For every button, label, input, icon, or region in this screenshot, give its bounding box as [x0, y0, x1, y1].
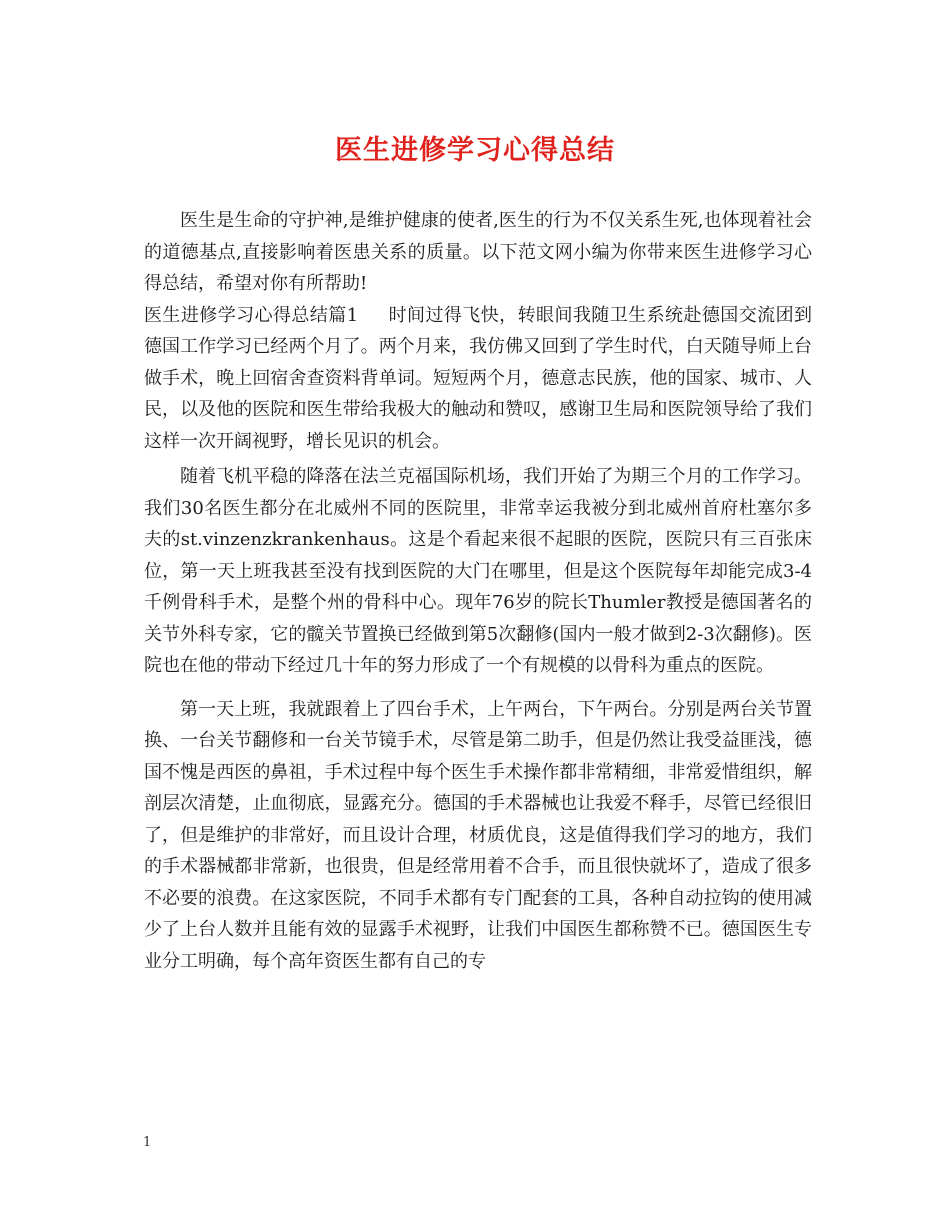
page-number: 1: [143, 1135, 152, 1150]
section-paragraph-3: 第一天上班，我就跟着上了四台手术，上午两台，下午两台。分别是两台关节置换、一台关节翻修和一台关节镜手术，尽管是第二助手，但是仍然让我受益匪浅，德国不愧是西医的鼻祖，手术过程中每个医生手术操作都非常精细，非常爱惜组织，解剖层次清楚，止血彻底，显露充分。德国的手术器械也让我爱不释手，尽管已经很旧了，但是维护的非常好，而且设计合理，材质优良，这是值得我们学习的地方，我们的手术器械都非常新，也很贵，但是经常用着不合手，而且很快就坏了，造成了很多不必要的浪费。在这家医院，不同手术都有专门配套的工具，各种自动拉钩的使用减少了上台人数并且能有效的显露手术视野，让我们中国医生都称赞不已。德国医生专业分工明确，每个高年资医生都有自己的专: [144, 698, 812, 972]
section-paragraph-1-text: 时间过得飞快，转眼间我随卫生系统赴德国交流团到德国工作学习已经两个月了。两个月来，我仿佛又回到了学生时代，白天随导师上台做手术，晚上回宿舍查资料背单词。短短两个月，德意志民族，他的国家、城市、人民，以及他的医院和医生带给我极大的触动和赞叹，感谢卫生局和医院领导给了我们这样一次开阔视野，增长见识的机会。: [144, 304, 813, 452]
section-paragraph-2: 随着飞机平稳的降落在法兰克福国际机场，我们开始了为期三个月的工作学习。我们30名医生都分在北威州不同的医院里，非常幸运我被分到北威州首府杜塞尔多夫的st.vinzenzkrankenhaus。这是个看起来很不起眼的医院，医院只有三百张床位，第一天上班我甚至没有找到医院的大门在哪里，但是这个医院每年却能完成3-4千例骨科手术，是整个州的骨科中心。现年76岁的院长Thumler教授是德国著名的关节外科专家，它的髋关节置换已经做到第5次翻修(国内一般才做到2-3次翻修)。医院也在他的带动下经过几十年的努力形成了一个有规模的以骨科为重点的医院。: [144, 466, 812, 676]
section-heading: 医生进修学习心得总结篇1: [144, 304, 359, 326]
intro-paragraph: 医生是生命的守护神,是维护健康的使者,医生的行为不仅关系生死,也体现着社会的道德基点,直接影响着医患关系的质量。以下范文网小编为你带来医生进修学习心得总结，希望对你有所帮助!: [144, 210, 812, 294]
document-body: [144, 205, 812, 977]
section-paragraph-1: [144, 300, 812, 458]
document-title: 医生进修学习心得总结: [335, 135, 615, 166]
